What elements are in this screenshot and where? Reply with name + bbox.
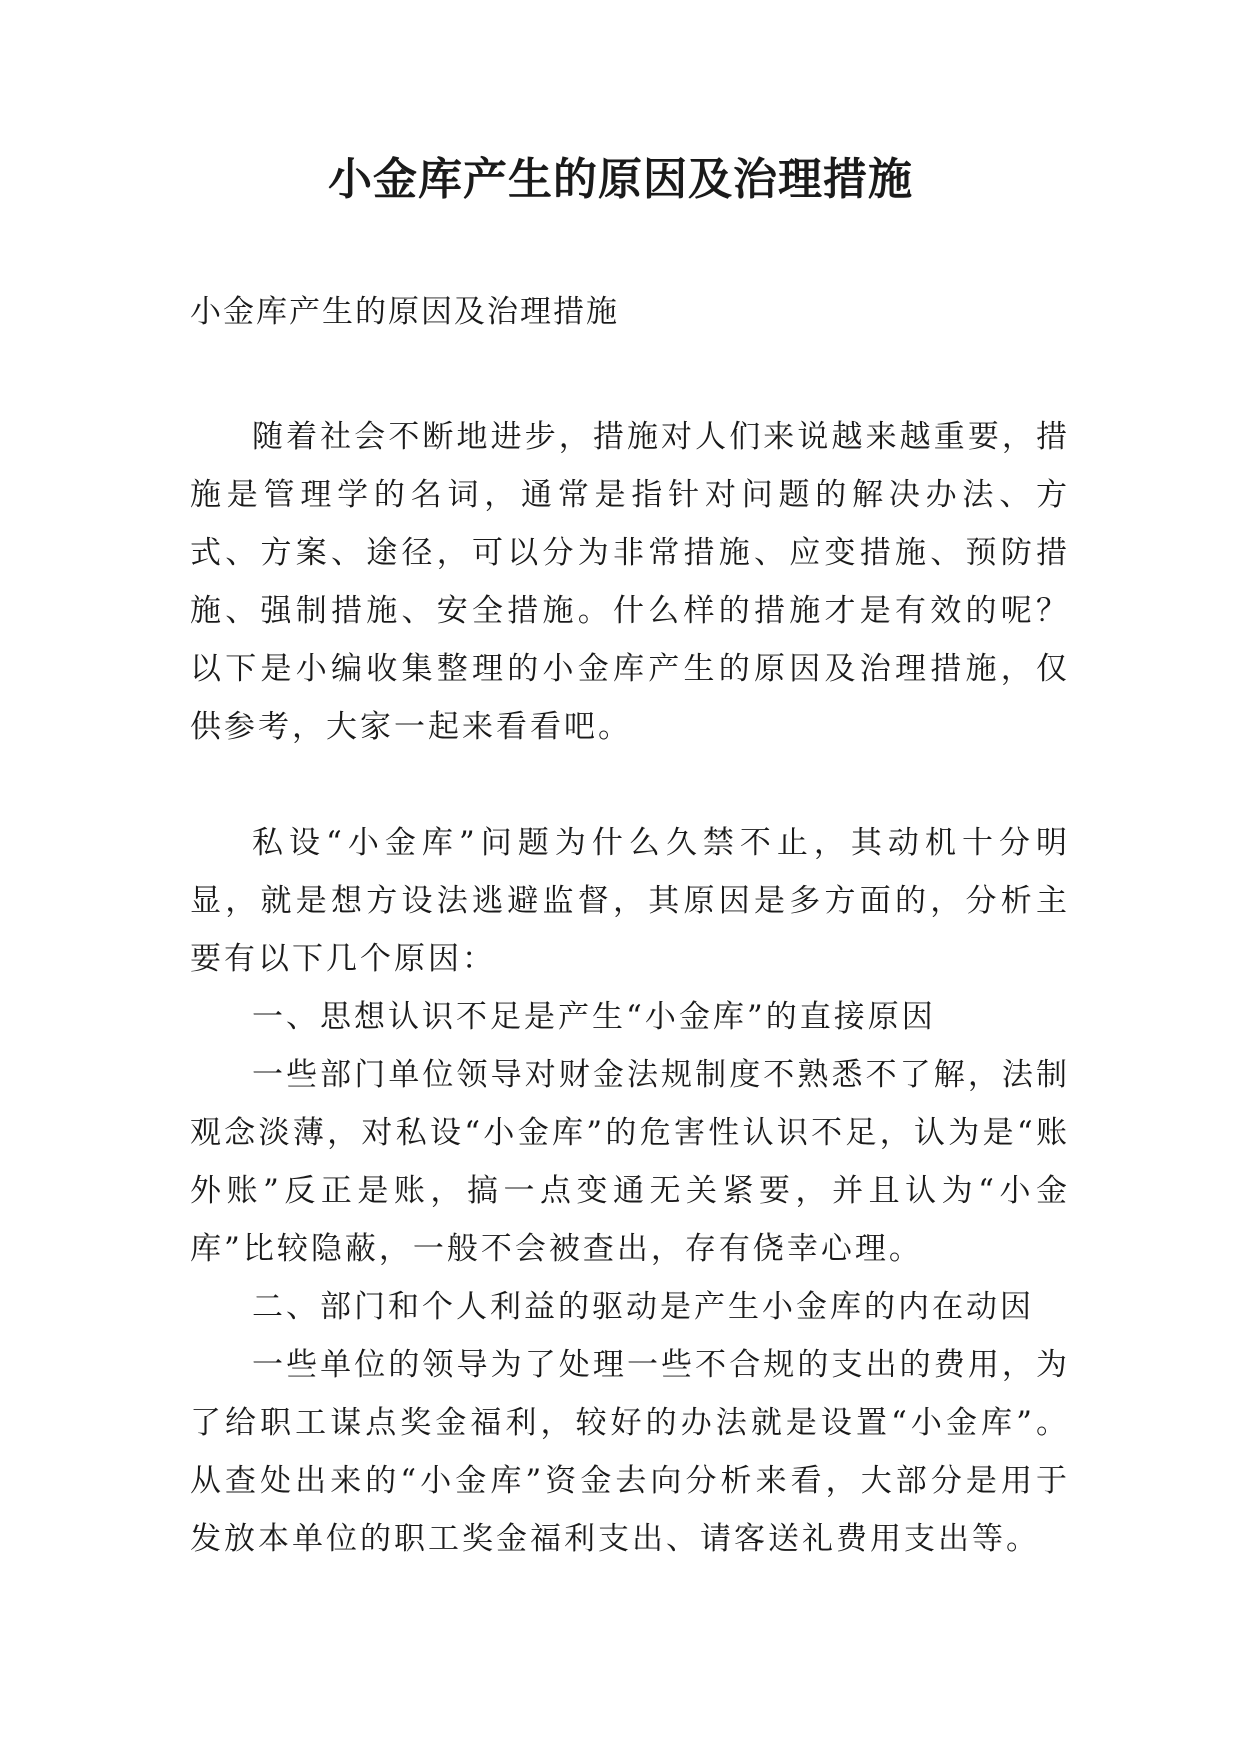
paragraph-section-2: 一些单位的领导为了处理一些不合规的支出的费用，为了给职工谋点奖金福利，较好的办法就是设置“小金库”。从查处出来的“小金库”资金去向分析来看，大部分是用于发放本单位的职工奖金福利支出、请客送礼费用支出等。 [190, 1347, 1070, 1557]
section-heading-2: 二、部门和个人利益的驱动是产生小金库的内在动因 [252, 1289, 1034, 1325]
paragraph-intro: 随着社会不断地进步，措施对人们来说越来越重要，措施是管理学的名词，通常是指针对问题的解决办法、方式、方案、途径，可以分为非常措施、应变措施、预防措施、强制措施、安全措施。什么样的措施才是有效的呢？以下是小编收集整理的小金库产生的原因及治理措施，仅供参考，大家一起来看看吧。 [190, 419, 1070, 745]
section-heading-1: 一、思想认识不足是产生“小金库”的直接原因 [252, 999, 936, 1035]
document-body [190, 408, 1070, 1568]
document-subtitle: 小金库产生的原因及治理措施 [190, 294, 619, 330]
paragraph-reasons-overview: 私设“小金库”问题为什么久禁不止，其动机十分明显，就是想方设法逃避监督，其原因是多方面的，分析主要有以下几个原因： [190, 825, 1070, 977]
paragraph-section-1: 一些部门单位领导对财金法规制度不熟悉不了解，法制观念淡薄，对私设“小金库”的危害性认识不足，认为是“账外账”反正是账，搞一点变通无关紧要，并且认为“小金库”比较隐蔽，一般不会被查出，存有侥幸心理。 [190, 1057, 1070, 1267]
document-title: 小金库产生的原因及治理措施 [328, 154, 913, 205]
